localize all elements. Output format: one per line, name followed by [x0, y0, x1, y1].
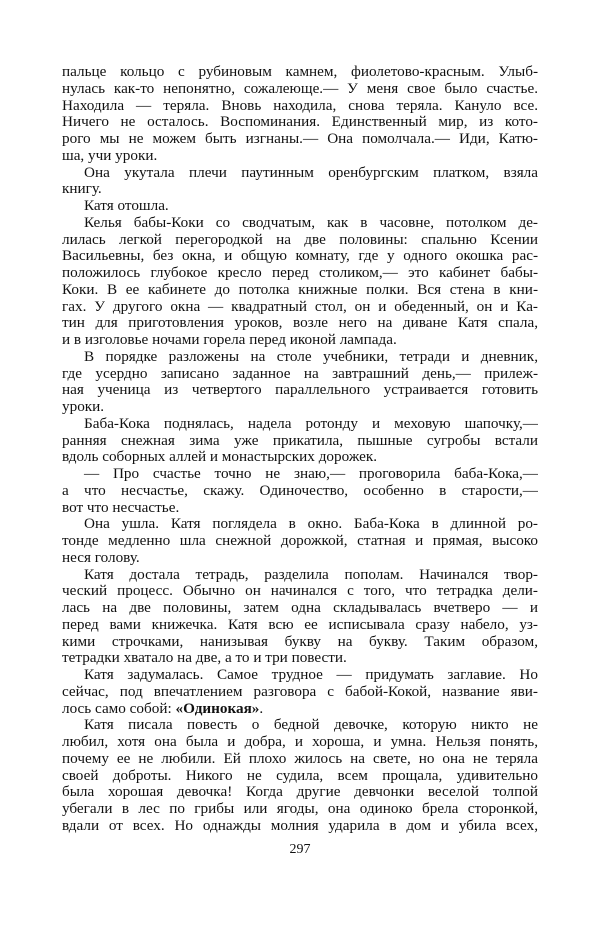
text-line: тонде медленно шла снежной дорожкой, статная и прямая, высоко — [62, 533, 538, 549]
text-line: книгу. — [62, 180, 102, 198]
paragraph — [62, 198, 538, 215]
text-line: где усердно записано заданное на завтрашний день,— прилеж- — [62, 365, 538, 382]
text-line: ша, учи уроки. — [62, 146, 158, 164]
text-line: и в изголовье ночами горела перед иконой лампада. — [62, 331, 397, 348]
text-line: Она ушла. Катя поглядела в окно. Баба-Кока в длинной ро- — [84, 516, 538, 533]
text-line: была хорошая девочка! Когда другие девчонки веселой толпой — [62, 784, 538, 801]
text-line: нулась как-то непонятно, сожалеюще.— У меня свое было счастье. — [62, 80, 538, 97]
text-line: уроки. — [62, 398, 105, 415]
text-line: тетрадки хватало на две, а то и три повести. — [62, 649, 347, 667]
story-title: «Одинокая» — [175, 699, 260, 717]
paragraph — [62, 567, 538, 668]
text-line: тин для приготовления уроков, возле него на диване Катя спала, — [62, 315, 538, 332]
text-line — [62, 701, 538, 718]
text-line: Катя задумалась. Самое трудное — придумать заглавие. Но — [84, 667, 538, 683]
text-line: ранняя снежная зима уже прикатила, пышные сугробы встали — [62, 432, 538, 449]
text-line: пальце кольцо с рубиновым камнем, фиолетово-красным. Улыб- — [62, 64, 538, 80]
text-line: Васильевны, без окна, и общую комнату, где у одного окошка рас- — [62, 248, 538, 265]
paragraph — [62, 516, 538, 566]
text-line: гах. У другого окна — квадратный стол, он и обеденный, он и Ка- — [62, 298, 538, 315]
text-line: рого мы не можем быть изгнаны.— Она помолчала.— Иди, Катю- — [62, 131, 538, 147]
paragraph — [62, 717, 538, 834]
text-line: Коки. В ее кабинете до потолка книжные полки. Вся стена в кни- — [62, 281, 538, 298]
page-number: 297 — [289, 842, 311, 857]
text-line: Келья бабы-Коки со сводчатым, как в часовне, потолком де- — [84, 214, 538, 231]
text-line: а что несчастье, скажу. Одиночество, особенно в старости,— — [62, 482, 538, 499]
text-line: перед вами книжечка. Катя всю ее исписывала сразу набело, уз- — [62, 616, 538, 633]
text-line: убегали в лес по грибы или ягоды, она одиноко брела сторонкой, — [62, 801, 538, 817]
text-line: неся голову. — [62, 548, 140, 566]
text-line: почему ее не любили. Ей плохо жилось на свете, но она не теряла — [62, 750, 538, 767]
paragraph — [62, 416, 538, 466]
text-span: . — [259, 699, 264, 717]
text-line: Катя отошла. — [84, 197, 169, 214]
text-line: Баба-Кока поднялась, надела ротонду и меховую шапочку,— — [84, 415, 538, 432]
text-span: лось само собой: — [62, 699, 176, 717]
paragraph — [62, 165, 538, 199]
text-line: кими строчками, нанизывая букву на букву. Таким образом, — [62, 633, 538, 650]
paragraph — [62, 215, 538, 349]
text-line: лилась легкой перегородкой на две половины: спальню Ксении — [62, 231, 538, 248]
text-line: Ничего не осталось. Воспоминания. Единственный мир, из кото- — [62, 114, 538, 131]
text-line: положилось глубокое кресло перед столиком,— это кабинет бабы- — [62, 265, 538, 281]
text-line: сейчас, под впечатлением разговора с бабой-Кокой, название яви- — [62, 683, 538, 700]
text-line: Она укутала плечи паутинным оренбургским платком, взяла — [84, 164, 538, 181]
text-line: вдали от всех. Но однажды молния ударила в дом и убила всех, — [62, 817, 538, 834]
paragraph — [62, 667, 538, 717]
paragraph — [62, 466, 538, 516]
text-line: вдоль соборных аллей и монастырских дорожек. — [62, 448, 378, 466]
paragraph — [62, 349, 538, 416]
text-line: лась на две половины, затем одна складывалась вчетверо — и — [62, 600, 538, 616]
paragraph — [62, 64, 538, 165]
text-line: вот что несчастье. — [62, 498, 180, 516]
text-line: своей доброты. Никого не судила, всем прощала, удивительно — [62, 767, 538, 784]
text-line: — Про счастье точно не знаю,— проговорила баба-Кока,— — [84, 466, 538, 482]
text-line: В порядке разложены на столе учебники, тетради и дневник, — [84, 348, 538, 365]
text-line: любил, хотя она была и добра, и хороша, и умна. Нельзя понять, — [62, 734, 538, 750]
text-line: Катя достала тетрадь, разделила пополам. Начинался твор- — [84, 566, 538, 583]
text-line: Катя писала повесть о бедной девочке, которую никто не — [84, 717, 538, 734]
text-line: ная ученица из четвертого параллельного устраивается готовить — [62, 382, 538, 399]
text-line: ческий процесс. Обычно он начинался с того, что тетрадка дели- — [62, 583, 538, 600]
text-line: Находила — теряла. Вновь находила, снова теряла. Кануло все. — [62, 97, 538, 114]
book-page-text — [62, 64, 538, 835]
